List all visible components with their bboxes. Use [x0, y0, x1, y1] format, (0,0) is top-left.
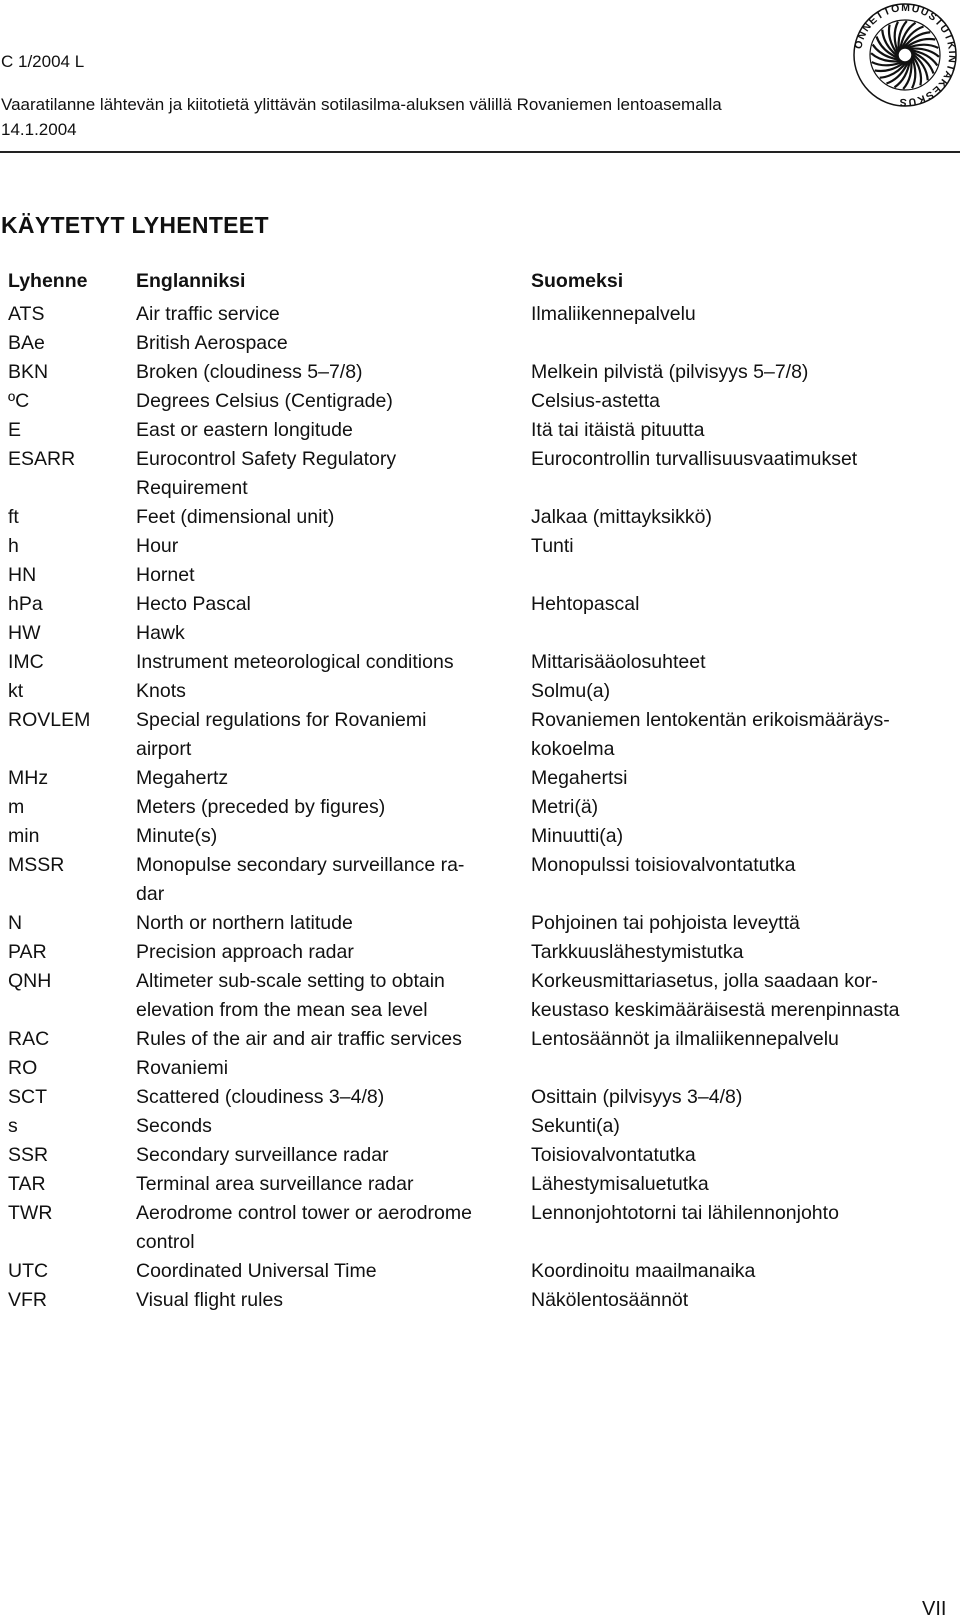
english-term-cell: North or northern latitude — [136, 912, 353, 934]
finnish-term-cell: Rovaniemen lentokentän erikoismääräys- kokoelma — [531, 709, 890, 761]
english-term-cell: Feet (dimensional unit) — [136, 506, 335, 528]
column-header-finnish: Suomeksi — [531, 270, 624, 292]
english-term-cell: Secondary surveillance radar — [136, 1144, 389, 1166]
abbreviation-cell: RAC — [8, 1028, 50, 1050]
finnish-term-cell: Näkölentosäännöt — [531, 1289, 689, 1311]
english-term-cell: Hawk — [136, 622, 185, 644]
english-term-cell: East or eastern longitude — [136, 419, 353, 441]
english-term-cell: Hour — [136, 535, 179, 557]
english-term-cell: Rovaniemi — [136, 1057, 229, 1079]
abbreviation-cell: HW — [8, 622, 41, 644]
abbreviation-cell: E — [8, 419, 22, 441]
seal-text: ONNETTOMUUSTUTKINTAKESKUS — [852, 2, 958, 108]
finnish-term-cell: Lennonjohtotorni tai lähilennonjohto — [531, 1202, 839, 1224]
abbreviation-cell: MHz — [8, 767, 49, 789]
english-term-cell: Air traffic service — [136, 303, 280, 325]
header-divider — [0, 151, 960, 153]
finnish-term-cell: Melkein pilvistä (pilvisyys 5–7/8) — [531, 361, 809, 383]
finnish-term-cell: Mittarisääolosuhteet — [531, 651, 706, 673]
english-term-cell: Hecto Pascal — [136, 593, 251, 615]
abbreviation-cell: QNH — [8, 970, 52, 992]
abbreviation-cell: ºC — [8, 390, 30, 412]
english-term-cell: Minute(s) — [136, 825, 218, 847]
english-term-cell: Hornet — [136, 564, 195, 586]
english-term-cell: Rules of the air and air traffic services — [136, 1028, 462, 1050]
abbreviation-cell: SSR — [8, 1144, 49, 1166]
abbreviation-cell: UTC — [8, 1260, 49, 1282]
column-header-abbreviation: Lyhenne — [8, 270, 88, 292]
abbreviation-cell: BKN — [8, 361, 49, 383]
finnish-term-cell: Monopulssi toisiovalvontatutka — [531, 854, 796, 876]
english-term-cell: Precision approach radar — [136, 941, 354, 963]
english-term-cell: Broken (cloudiness 5–7/8) — [136, 361, 363, 383]
english-term-cell: Monopulse secondary surveillance ra- dar — [136, 854, 465, 906]
abbreviation-cell: VFR — [8, 1289, 47, 1311]
finnish-term-cell: Eurocontrollin turvallisuusvaatimukset — [531, 448, 858, 470]
section-title: KÄYTETYT LYHENTEET — [1, 212, 269, 238]
abbreviation-cell: ROVLEM — [8, 709, 91, 731]
finnish-term-cell: Tarkkuuslähestymistutka — [531, 941, 744, 963]
report-date: 14.1.2004 — [1, 120, 77, 139]
abbreviation-cell: PAR — [8, 941, 47, 963]
finnish-term-cell: Megahertsi — [531, 767, 628, 789]
abbreviation-cell: kt — [8, 680, 24, 702]
abbreviation-cell: hPa — [8, 593, 43, 615]
abbreviation-cell: BAe — [8, 332, 45, 354]
finnish-term-cell: Lentosäännöt ja ilmaliikennepalvelu — [531, 1028, 839, 1050]
abbreviation-cell: SCT — [8, 1086, 47, 1108]
abbreviation-cell: MSSR — [8, 854, 65, 876]
abbreviation-cell: h — [8, 535, 19, 557]
english-term-cell: Altimeter sub-scale setting to obtain elevation from the mean sea level — [136, 970, 445, 1022]
english-term-cell: Visual flight rules — [136, 1289, 284, 1311]
finnish-term-cell: Metri(ä) — [531, 796, 599, 818]
finnish-term-cell: Koordinoitu maailmanaika — [531, 1260, 756, 1282]
abbreviation-cell: N — [8, 912, 23, 934]
abbreviation-cell: TAR — [8, 1173, 46, 1195]
abbreviation-cell: ESARR — [8, 448, 76, 470]
english-term-cell: Meters (preceded by figures) — [136, 796, 386, 818]
abbreviation-cell: HN — [8, 564, 37, 586]
page-number: VII — [922, 1598, 947, 1620]
finnish-term-cell: Jalkaa (mittayksikkö) — [531, 506, 712, 528]
abbreviation-cell: s — [8, 1115, 18, 1137]
finnish-term-cell: Hehtopascal — [531, 593, 640, 615]
finnish-term-cell: Korkeusmittariasetus, jolla saadaan kor- keustaso keskimääräisestä merenpinnasta — [531, 970, 900, 1022]
abbreviation-cell: RO — [8, 1057, 38, 1079]
english-term-cell: British Aerospace — [136, 332, 288, 354]
report-title: Vaaratilanne lähtevän ja kiitotietä ylittävän sotilasilma-aluksen välillä Rovaniemen lentoasemalla — [1, 95, 722, 114]
english-term-cell: Knots — [136, 680, 186, 702]
finnish-term-cell: Solmu(a) — [531, 680, 611, 702]
abbreviation-cell: TWR — [8, 1202, 53, 1224]
onnettomuustutkintakeskus-seal-logo — [852, 2, 958, 108]
finnish-term-cell: Minuutti(a) — [531, 825, 624, 847]
english-term-cell: Special regulations for Rovaniemi airport — [136, 709, 427, 761]
english-term-cell: Degrees Celsius (Centigrade) — [136, 390, 393, 412]
finnish-term-cell: Osittain (pilvisyys 3–4/8) — [531, 1086, 743, 1108]
column-header-english: Englanniksi — [136, 270, 246, 292]
english-term-cell: Eurocontrol Safety Regulatory Requirement — [136, 448, 397, 500]
finnish-term-cell: Lähestymisaluetutka — [531, 1173, 709, 1195]
finnish-term-cell: Pohjoinen tai pohjoista leveyttä — [531, 912, 800, 934]
abbreviation-cell: ATS — [8, 303, 45, 325]
abbreviation-cell: min — [8, 825, 40, 847]
page-header — [0, 0, 960, 155]
english-term-cell: Aerodrome control tower or aerodrome control — [136, 1202, 472, 1254]
finnish-term-cell: Sekunti(a) — [531, 1115, 620, 1137]
english-term-cell: Seconds — [136, 1115, 212, 1137]
english-term-cell: Coordinated Universal Time — [136, 1260, 377, 1282]
finnish-term-cell: Celsius-astetta — [531, 390, 660, 412]
abbreviation-cell: m — [8, 796, 25, 818]
report-code: C 1/2004 L — [1, 52, 85, 71]
abbreviation-cell: ft — [8, 506, 19, 528]
english-term-cell: Scattered (cloudiness 3–4/8) — [136, 1086, 385, 1108]
english-term-cell: Instrument meteorological conditions — [136, 651, 454, 673]
finnish-term-cell: Tunti — [531, 535, 574, 557]
abbreviation-cell: IMC — [8, 651, 44, 673]
finnish-term-cell: Ilmaliikennepalvelu — [531, 303, 696, 325]
english-term-cell: Megahertz — [136, 767, 229, 789]
finnish-term-cell: Toisiovalvontatutka — [531, 1144, 696, 1166]
finnish-term-cell: Itä tai itäistä pituutta — [531, 419, 705, 441]
english-term-cell: Terminal area surveillance radar — [136, 1173, 414, 1195]
